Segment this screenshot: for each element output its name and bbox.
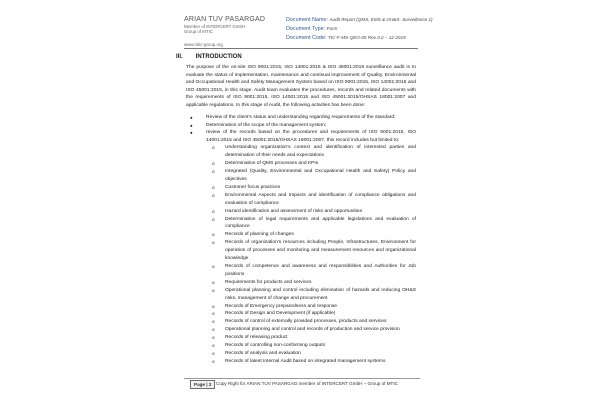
sub-list-item-text: Determination of legal requirements and applicable legislations and evaluation of compliance: [225, 216, 416, 230]
sub-list-item-text: Records of planning of changes: [225, 232, 294, 238]
section-title: INTRODUCTION: [195, 54, 242, 60]
page-number: Page | 2: [190, 380, 215, 389]
list-item: [190, 129, 416, 366]
circle-bullet-icon: o: [212, 145, 215, 151]
circle-bullet-icon: o: [212, 184, 215, 190]
sub-list-item: [212, 326, 416, 334]
sub-list-item-text: Determination of QMS processes and KPIs: [225, 161, 319, 167]
circle-bullet-icon: o: [212, 216, 215, 222]
footer-copyright: Copy Right for ARIAN TUV PASARGAD member of INTERCERT GmbH – Group of MTIC: [216, 381, 398, 386]
circle-bullet-icon: o: [212, 240, 215, 246]
circle-bullet-icon: o: [212, 335, 215, 341]
meta-key: Document Code:: [286, 34, 327, 41]
sub-list-item-text: Records of latest Internal Audit based on integrated management systems: [225, 358, 386, 364]
circle-bullet-icon: o: [212, 303, 215, 309]
sub-list-item: [212, 239, 416, 263]
sub-list-item-text: Records of analysis and evaluation: [225, 350, 301, 356]
circle-bullet-icon: o: [212, 232, 215, 238]
meta-key: Document Name:: [286, 17, 328, 23]
circle-bullet-icon: o: [212, 319, 215, 325]
company-url[interactable]: www.mtic-group.org: [184, 42, 223, 47]
circle-bullet-icon: o: [212, 350, 215, 356]
sub-list-item-text: Requirements for products and services: [225, 279, 312, 285]
list-item-text: review of the records based on the procedures and requirements of ISO 9001:2015, ISO 14001:2015 and ISO 45001:2015/OHSAS 18001:2007, this record includes but limited to:: [206, 130, 416, 143]
sub-list-item: [212, 184, 416, 192]
records-sublist: [206, 144, 416, 365]
sub-list-item-text: Customer focus practices: [225, 184, 281, 190]
list-item-text: Review of the client’s status and understanding regarding requirements of the standard;: [206, 115, 396, 120]
circle-bullet-icon: o: [212, 311, 215, 317]
circle-bullet-icon: o: [212, 358, 215, 364]
circle-bullet-icon: o: [212, 208, 215, 214]
document-meta: [286, 16, 433, 42]
circle-bullet-icon: o: [212, 343, 215, 349]
intro-paragraph: The purpose of the on-site ISO 9001:2015, ISO 14001:2015 & ISO 45001:2018 surveillance audit is to evaluate the status of implementation, maintenance and continual improvement of Quality, Environmental and Occupational Health and Safety Management System based on ISO 9001:2015, ISO 14001:2015 and ISO 45001:2015, in this stage, Audit team evaluates the procedures, records and related documents with the requirements of ISO 9001:2015, ISO 14001:2015 and ISO 45001:2015/OHSAS 18001:2007 and applicable regulations. In this stage of Audit, the following activities has been done:: [186, 65, 416, 108]
circle-bullet-icon: o: [212, 263, 215, 269]
circle-bullet-icon: o: [212, 169, 215, 175]
company-member-line: Member of INTERCERT GmbH: [184, 24, 246, 29]
company-name: ARIAN TUV PASARGAD: [184, 16, 266, 23]
sub-list-item: [212, 318, 416, 326]
sub-list-item: [212, 350, 416, 358]
bullet-icon: ●: [190, 130, 193, 136]
sub-list-item-text: Records of controlling non-conforming outputs: [225, 343, 326, 349]
sub-list-item-text: Understanding organization’s context and identification of interested parties and determination of their needs and expectations: [225, 145, 416, 159]
list-item: [190, 122, 416, 130]
sub-list-item-text: Operational planning and control and records of production and service provision: [225, 327, 400, 333]
bullet-icon: ●: [190, 115, 193, 120]
circle-bullet-icon: o: [212, 192, 215, 198]
sub-list-item: [212, 192, 416, 208]
sub-list-item-text: Environmental Aspects and Impacts and identification of compliance obligations and evaluation of compliance: [225, 192, 416, 206]
sub-list-item-text: Records of organization’s resources including People, Infrastructures, Environment for operation of processes and monitoring and measurement resources and organizational knowledge: [225, 240, 416, 262]
sub-list-item: [212, 160, 416, 168]
activities-list: [190, 114, 416, 366]
sub-list-item-text: Operational planning and control including elimination of hazards and reducing OH&S risks, management of change and procurement: [225, 287, 416, 301]
meta-key: Document Type:: [286, 25, 326, 32]
circle-bullet-icon: o: [212, 287, 215, 293]
sub-list-item: [212, 342, 416, 350]
sub-list-item: [212, 168, 416, 184]
sub-list-item: [212, 279, 416, 287]
meta-value: Audit Report (QMS, EMS & OH&S- Surveillance 1): [329, 17, 433, 22]
sub-list-item-text: Hazard identification and assessment of risks and opportunities: [225, 208, 363, 214]
list-item-text: Determination of the scope of the management system;: [206, 122, 327, 128]
section-heading: [176, 54, 242, 60]
sub-list-item: [212, 263, 416, 279]
meta-document-type: [286, 25, 433, 34]
sub-list-item: [212, 216, 416, 232]
circle-bullet-icon: o: [212, 279, 215, 285]
circle-bullet-icon: o: [212, 161, 215, 167]
sub-list-item: [212, 287, 416, 303]
circle-bullet-icon: o: [212, 327, 215, 333]
sub-list-item-text: Integrated (Quality, Environmental and Occupational Health and Safety) Policy and objectives: [225, 169, 416, 182]
sub-list-item-text: Records of releasing product: [225, 335, 288, 341]
sub-list-item-text: Records of control of externally provided processes, products and services: [225, 319, 387, 325]
sub-list-item: [212, 334, 416, 342]
meta-value: TIC-F-MS-QEO-05 Rev 0.2 – 12-2019: [327, 34, 406, 40]
page-footer: [184, 378, 420, 388]
header-divider: [184, 48, 418, 49]
meta-document-name: [286, 16, 433, 25]
sub-list-item: [212, 231, 416, 239]
sub-list-item-text: Records of Emergency preparedness and response: [225, 303, 338, 309]
company-group-line: Group of MTIC: [184, 29, 214, 34]
section-number: III.: [176, 54, 183, 60]
sub-list-item: [212, 144, 416, 160]
sub-list-item-text: Records of competence and awareness and responsibilities and Authorities for Job positions: [225, 263, 416, 277]
sub-list-item: [212, 208, 416, 216]
bullet-icon: ●: [190, 122, 193, 128]
list-item: [190, 114, 416, 122]
sub-list-item: [212, 358, 416, 366]
meta-value: Form: [326, 25, 338, 31]
sub-list-item: [212, 310, 416, 318]
company-block: [184, 16, 265, 34]
meta-document-code: [286, 34, 433, 43]
sub-list-item: [212, 303, 416, 311]
sub-list-item-text: Records of Design and Development (if applicable): [225, 311, 336, 317]
